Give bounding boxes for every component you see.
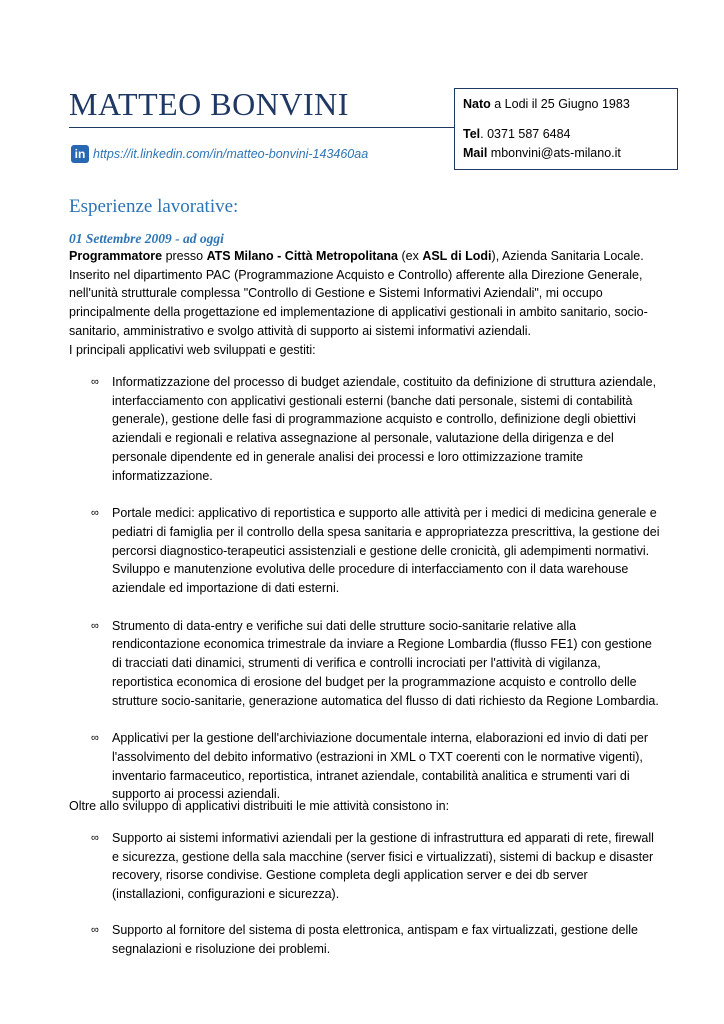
other-activities-list <box>69 829 661 975</box>
infinity-bullet-icon: ∞ <box>91 507 99 520</box>
born-label: Nato <box>463 97 491 111</box>
list-item <box>69 921 661 958</box>
job-period: 01 Settembre 2009 - ad oggi <box>69 231 224 246</box>
linkedin-link[interactable] <box>71 145 368 163</box>
job-ex-close: ), Azienda Sanitaria Locale. <box>491 249 644 263</box>
list-item <box>69 829 661 904</box>
list-item-text: Supporto ai sistemi informativi aziendali per la gestione di infrastruttura ed apparati di rete, firewall e sicurezza, gestione della sala macchine (server fisici e virtualizzati), sistemi di backup e disaster recovery, risorse condivise. Gestione completa degli application server e dei db server (installazioni, configurazioni e sicurezza). <box>112 831 654 902</box>
job-ex-open: (ex <box>398 249 423 263</box>
linkedin-icon: in <box>71 145 89 163</box>
job-title-line <box>69 247 659 266</box>
infinity-bullet-icon: ∞ <box>91 832 99 844</box>
other-activities-intro: Oltre allo sviluppo di applicativi distribuiti le mie attività consistono in: <box>69 799 450 813</box>
job-presso: presso <box>162 249 207 263</box>
infinity-bullet-icon: ∞ <box>91 376 99 388</box>
list-item <box>69 617 661 711</box>
apps-list <box>69 373 661 823</box>
job-intro <box>69 247 659 359</box>
job-description: Inserito nel dipartimento PAC (Programmazione Acquisto e Controllo) afferente alla Direzione Generale, nell'unità strutturale complessa "Controllo di Gestione e Sistemi Informativi Aziendali", mi occupo principalmente della progettazione ed implementazione di applicativi gestionali in ambito sanitario, socio-sanitario, amministrativo e svolgo attività di supporto ai sistemi informativi aziendali. <box>69 267 648 338</box>
job-role: Programmatore <box>69 249 163 263</box>
cv-name: MATTEO BONVINI <box>69 86 349 122</box>
apps-intro: I principali applicativi web sviluppati e gestiti: <box>69 342 316 357</box>
email-info <box>463 145 621 161</box>
contact-box <box>454 88 678 170</box>
born-value: a Lodi il 25 Giugno 1983 <box>490 97 630 111</box>
list-item-text: Supporto al fornitore del sistema di posta elettronica, antispam e fax virtualizzati, gestione delle segnalazioni e risoluzione dei problemi. <box>112 922 638 956</box>
infinity-bullet-icon: ∞ <box>91 619 99 632</box>
list-item <box>69 373 661 485</box>
mail-value[interactable]: mbonvini@ats-milano.it <box>487 146 621 160</box>
birth-info <box>463 96 630 112</box>
section-title-experience: Esperienze lavorative: <box>69 196 239 217</box>
list-item <box>69 504 661 598</box>
phone-info <box>463 126 571 142</box>
tel-value: . 0371 587 6484 <box>480 127 571 141</box>
tel-label: Tel <box>463 127 481 141</box>
header-rule <box>69 127 455 128</box>
infinity-bullet-icon: ∞ <box>91 923 99 936</box>
list-item-text: Applicativi per la gestione dell'archiviazione documentale interna, elaborazioni ed invio di dati per l'assolvimento del debito informativo (estrazioni in XML o TXT coerenti con le normative vigenti), inventario farmaceutico, reportistica, intranet aziendale, contabilità analitica e strumenti vari di supporto ai processi aziendali. <box>112 731 649 802</box>
list-item-text: Strumento di data-entry e verifiche sui dati delle strutture socio-sanitarie relative alla rendicontazione economica trimestrale da inviare a Regione Lombardia (flusso FE1) con gestione di tracciati dati dinamici, strumenti di verifica e controlli incrociati per l'attività di vigilanza, reportistica economica di erosione del budget per la programmazione acquisto e controllo delle strutture socio-sanitarie, generazione automatica del flusso di dati richiesto da Regione Lombardia. <box>112 618 659 708</box>
list-item <box>69 729 661 804</box>
linkedin-url[interactable]: https://it.linkedin.com/in/matteo-bonvini-143460aa <box>93 147 369 161</box>
list-item-text: Informatizzazione del processo di budget aziendale, costituito da definizione di struttura aziendale, interfacciamento con applicativi gestionali esterni (banche dati personale, sistemi di contabilità generale), gestione delle fasi di programmazione acquisto e controllo, definizione degli obiettivi aziendali e regionali e relativa assegnazione al personale, valutazione della dirigenza e del personale dipendente ed in generale analisi dei processi e loro ottimizzazione tramite informatizzazione. <box>112 375 657 483</box>
list-item-text: Portale medici: applicativo di reportistica e supporto alle attività per i medici di medicina generale e pediatri di famiglia per il controllo della spesa sanitaria e appropriatezza prescrittiva, la gestione dei percorsi diagnostico-terapeutici assistenziali e gestione delle cronicità, gli adempimenti normativi. Sviluppo e manutenzione evolutiva delle procedure di interfacciamento con il data warehouse aziendale ed importazione di dati esterni. <box>112 506 660 596</box>
infinity-bullet-icon: ∞ <box>91 732 99 745</box>
job-ex-employer: ASL di Lodi <box>422 249 492 263</box>
job-employer: ATS Milano - Città Metropolitana <box>206 249 398 263</box>
mail-label: Mail <box>463 146 488 160</box>
